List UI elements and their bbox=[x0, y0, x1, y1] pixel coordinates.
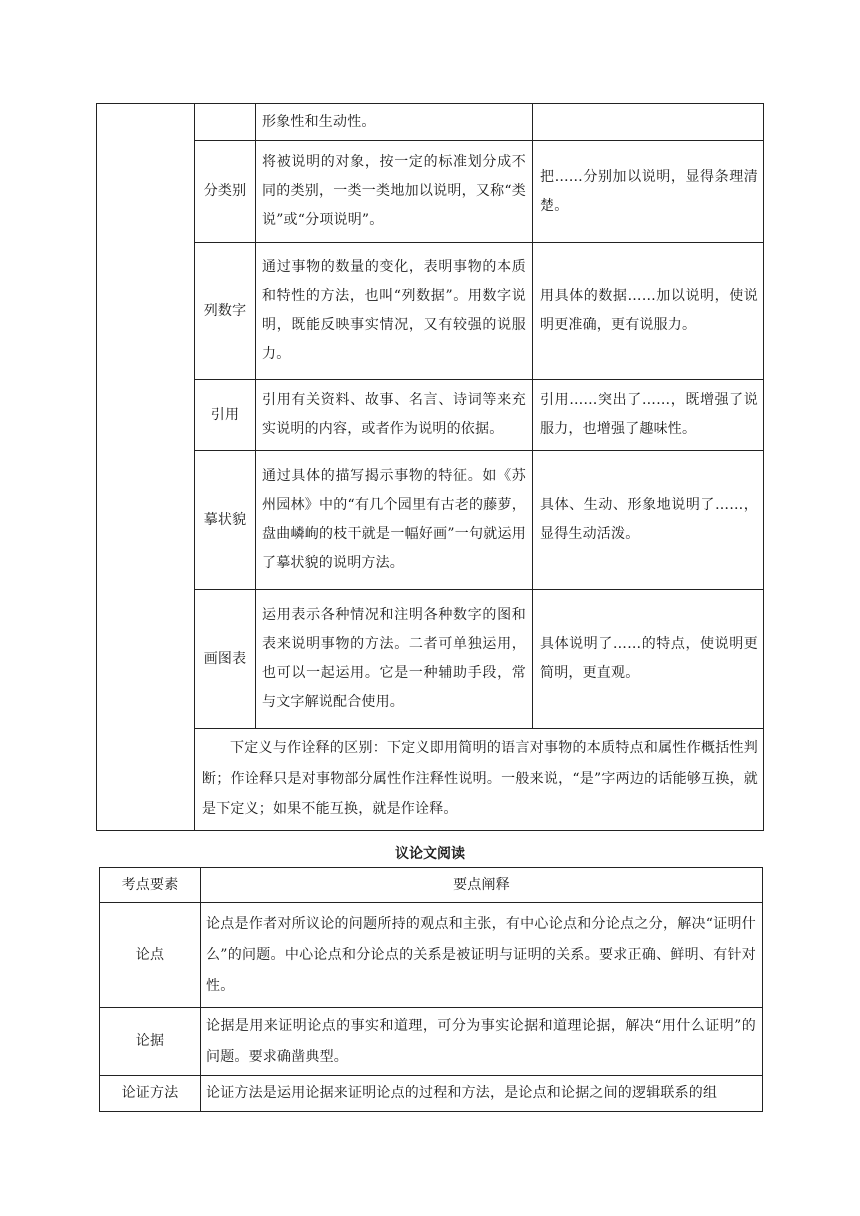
method-template: 具体、生动、形象地说明了……，显得生动活泼。 bbox=[540, 497, 758, 542]
header-element: 考点要素 bbox=[121, 876, 179, 893]
method-template: 引用……突出了……，既增强了说服力，也增强了趣味性。 bbox=[540, 392, 758, 437]
element-name: 论点 bbox=[135, 946, 165, 963]
method-template: 具体说明了……的特点，使说明更简明，更直观。 bbox=[540, 636, 758, 681]
header-explanation: 要点阐释 bbox=[453, 876, 510, 893]
element-explanation: 论证方法是运用论据来证明论点的过程和方法，是论点和论据之间的逻辑联系的组 bbox=[206, 1085, 718, 1101]
method-name: 摹状貌 bbox=[203, 511, 247, 528]
method-template bbox=[540, 104, 758, 140]
method-description: 形象性和生动性。 bbox=[262, 113, 376, 130]
method-description: 通过事物的数量的变化，表明事物的本质和特性的方法，也叫“列数据”。用数字说明，既能反映事实情况，又有较强的说服力。 bbox=[262, 259, 526, 362]
definition-note: 下定义与作诠释的区别：下定义即用简明的语言对事物的本质特点和属性作概括性判断；作诠释只是对事物部分属性作注释性说明。一般来说，“是”字两边的话能够互换，就是下定义；如果不能互换，就是作诠释。 bbox=[202, 740, 758, 817]
method-description: 引用有关资料、故事、名言、诗词等来充实说明的内容，或者作为说明的依据。 bbox=[262, 392, 526, 437]
method-name: 画图表 bbox=[203, 650, 247, 667]
section-title: 议论文阅读 bbox=[395, 846, 465, 862]
method-name: 引用 bbox=[210, 406, 240, 423]
method-description: 通过具体的描写揭示事物的特征。如《苏州园林》中的“有几个园里有古老的藤萝，盘曲嶙峋的枝干就是一幅好画”一句就运用了摹状貌的说明方法。 bbox=[262, 468, 526, 571]
method-name: 列数字 bbox=[203, 302, 247, 319]
method-template: 把……分别加以说明，显得条理清楚。 bbox=[540, 168, 758, 214]
method-description: 运用表示各种情况和注明各种数字的图和表来说明事物的方法。二者可单独运用，也可以一起运用。它是一种辅助手段，常与文字解说配合使用。 bbox=[262, 607, 526, 710]
method-template: 用具体的数据……加以说明，使说明更准确，更有说服力。 bbox=[540, 288, 758, 333]
element-explanation: 论据是用来证明论点的事实和道理，可分为事实论据和道理论据，解决“用什么证明”的问题。要求确凿典型。 bbox=[206, 1017, 756, 1065]
method-description: 将被说明的对象，按一定的标准划分成不同的类别，一类一类地加以说明，又称“类说”或“分项说明”。 bbox=[262, 154, 526, 228]
method-name bbox=[196, 104, 254, 140]
method-name: 分类别 bbox=[203, 183, 247, 199]
element-name: 论据 bbox=[135, 1033, 165, 1049]
element-explanation: 论点是作者对所议论的问题所持的观点和主张，有中心论点和分论点之分，解决“证明什么”的问题。中心论点和分论点的关系是被证明与证明的关系。要求正确、鲜明、有针对性。 bbox=[206, 915, 756, 994]
element-name: 论证方法 bbox=[121, 1085, 179, 1101]
